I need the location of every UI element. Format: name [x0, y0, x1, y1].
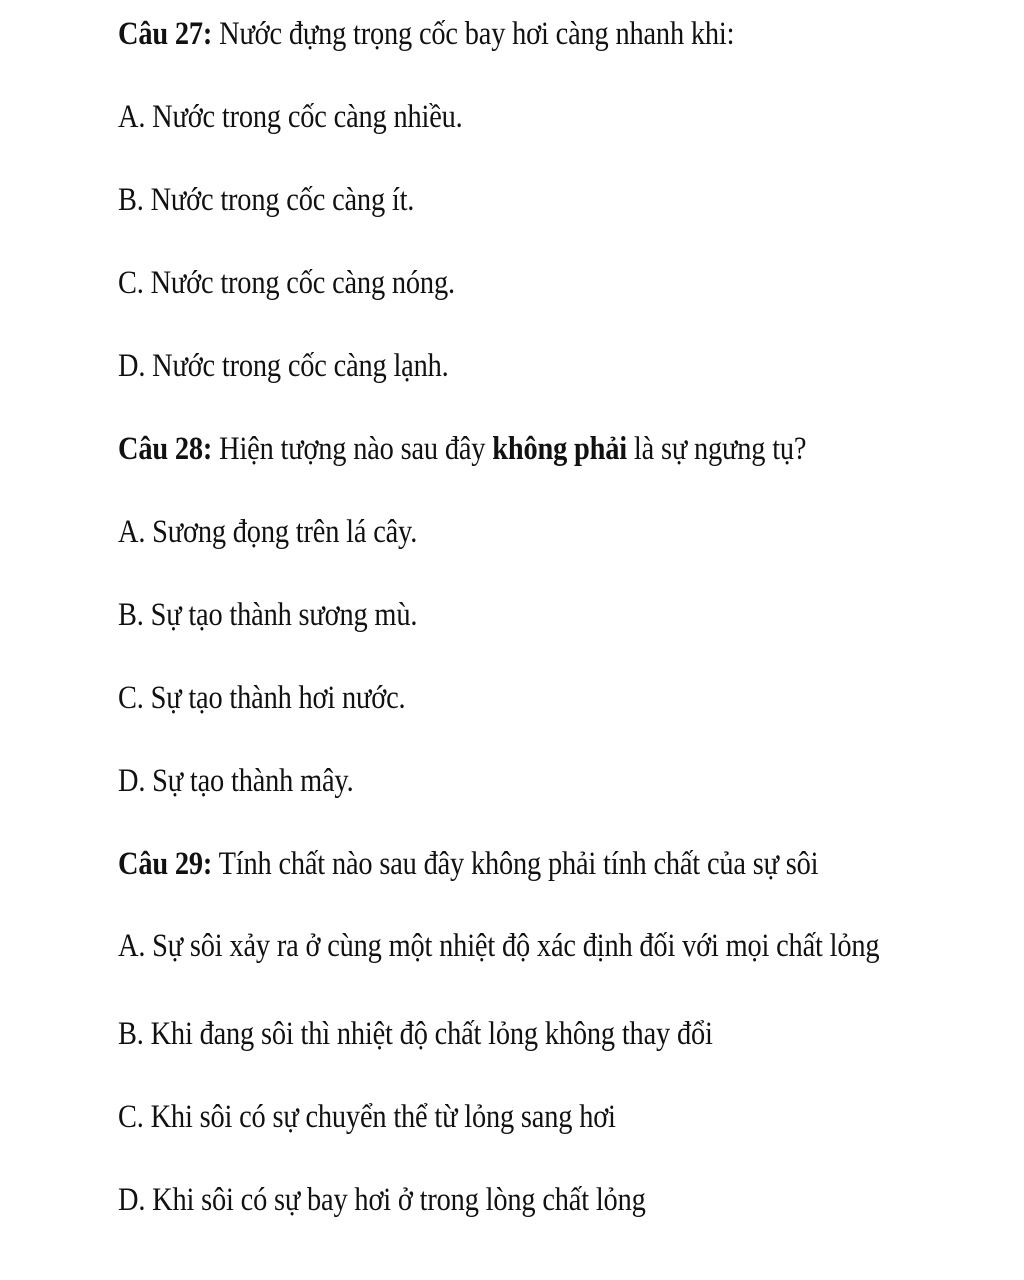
option-28-d: D. Sự tạo thành mây.: [118, 763, 354, 799]
option-27-a: A. Nước trong cốc càng nhiều.: [118, 99, 463, 135]
option-28-c: C. Sự tạo thành hơi nước.: [118, 680, 406, 716]
option-27-b: B. Nước trong cốc càng ít.: [118, 182, 415, 218]
option-27-d: D. Nước trong cốc càng lạnh.: [118, 348, 449, 384]
question-text-end: là sự ngưng tụ?: [626, 431, 807, 467]
question-label: Câu 29:: [118, 846, 213, 882]
question-text: Nước đựng trọng cốc bay hơi càng nhanh khi:: [212, 16, 735, 52]
question-text: Hiện tượng nào sau đây: [212, 431, 493, 467]
option-27-c: C. Nước trong cốc càng nóng.: [118, 265, 455, 301]
question-label: Câu 27:: [118, 16, 213, 52]
option-29-a: A. Sự sôi xảy ra ở cùng một nhiệt độ xác định đối với mọi chất lỏng: [118, 928, 880, 964]
question-text: Tính chất nào sau đây không phải tính chất của sự sôi: [212, 846, 819, 882]
option-28-a: A. Sương đọng trên lá cây.: [118, 514, 418, 550]
option-29-d: D. Khi sôi có sự bay hơi ở trong lòng chất lỏng: [118, 1182, 646, 1218]
quiz-document: [118, 0, 918, 1263]
question-emphasis: không phải: [492, 431, 627, 467]
question-27: [118, 14, 806, 54]
option-28-b: B. Sự tạo thành sương mù.: [118, 597, 418, 633]
question-label: Câu 28:: [118, 431, 213, 467]
question-28: [118, 429, 806, 469]
question-29: [118, 844, 819, 884]
option-29-b: B. Khi đang sôi thì nhiệt độ chất lỏng không thay đổi: [118, 1016, 713, 1052]
option-29-c: C. Khi sôi có sự chuyển thể từ lỏng sang hơi: [118, 1099, 616, 1135]
